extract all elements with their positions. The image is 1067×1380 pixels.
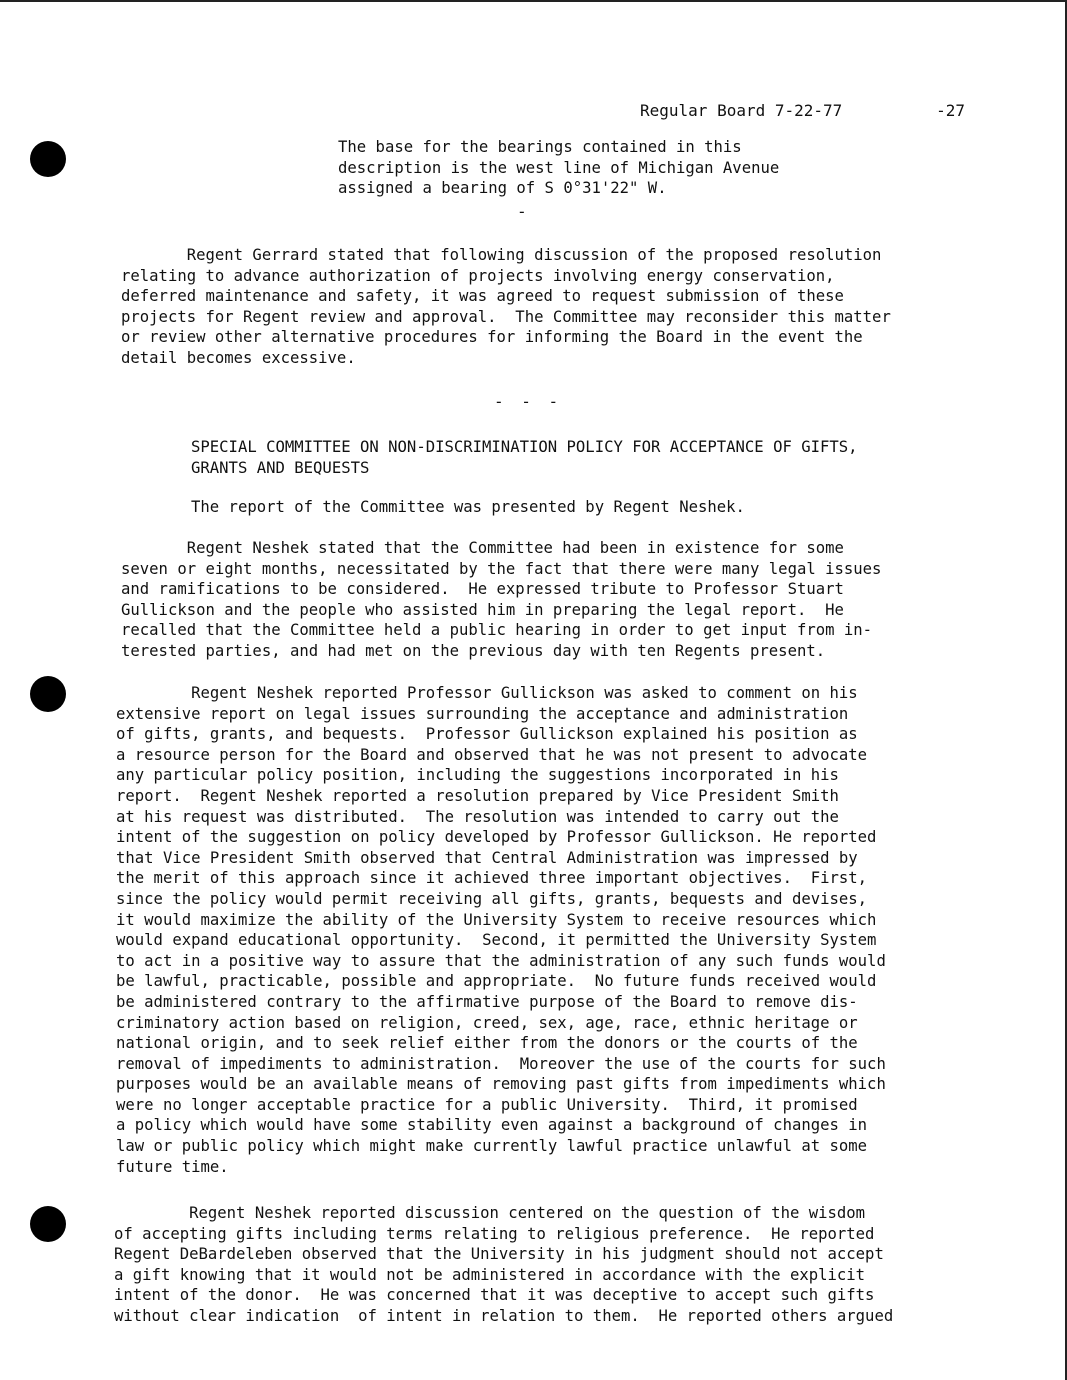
section-heading: SPECIAL COMMITTEE ON NON-DISCRIMINATION POLICY FOR ACCEPTANCE OF GIFTS, GRANTS AND BEQUESTS — [191, 438, 858, 477]
punch-hole-bottom — [30, 1206, 66, 1242]
neshek-paragraph-1: Regent Neshek stated that the Committee had been in existence for some seven or eight months, necessitated by the fact that there were many legal issues and ramifications to be considered. He expressed tribute to Professor Stuart Gullickson and the people who assisted him in preparing the legal report. He recalled that the Committee held a public hearing in order to get input from in- terested parties, and had met on the previous day with ten Regents present. — [121, 539, 882, 660]
page-top-border — [0, 0, 1067, 2]
bearing-description: The base for the bearings contained in this description is the west line of Michigan Avenue assigned a bearing of S 0°31'22" W. — [338, 138, 780, 198]
gerrard-paragraph: Regent Gerrard stated that following discussion of the proposed resolution relating to advance authorization of projects involving energy conservation, deferred maintenance and safety, it was agreed to request submission of these projects for Regent review and approval. The Committee may reconsider this matter or review other alternative procedures for informing the Board in the event the detail becomes excessive. — [121, 246, 891, 367]
punch-hole-middle — [30, 676, 66, 712]
report-line: The report of the Committee was presented by Regent Neshek. — [191, 498, 745, 516]
page-header — [640, 101, 965, 120]
neshek-paragraph-3: Regent Neshek reported discussion centered on the question of the wisdom of accepting gifts including terms relating to religious preference. He reported Regent DeBardeleben observed that the University in his judgment should not accept a gift knowing that it would not be administered in accordance with the explicit intent of the donor. He was concerned that it was deceptive to accept such gifts without clear indication of intent in relation to them. He reported others argued — [114, 1204, 894, 1325]
section-separator: - - - — [494, 392, 563, 411]
dash-mark: - — [517, 202, 527, 221]
header-title: Regular Board 7-22-77 — [640, 101, 843, 120]
page-number: -27 — [936, 101, 965, 120]
neshek-paragraph-2: Regent Neshek reported Professor Gullickson was asked to comment on his extensive report on legal issues surrounding the acceptance and administration of gifts, grants, and bequests. Professor Gullickson explained his position as a resource person for the Board and observed that he was not present to advocate any particular policy position, including the suggestions incorporated in his report. Regent Neshek reported a resolution prepared by Vice President Smith at his request was distributed. The resolution was intended to carry out the intent of the suggestion on policy developed by Professor Gullickson. He reported that Vice President Smith observed that Central Administration was impressed by the merit of this approach since it achieved three important objectives. First, since the policy would permit receiving all gifts, grants, bequests and devises, it would maximize the ability of the University System to receive resources which would expand educational opportunity. Second, it permitted the University System to act in a positive way to assure that the administration of any such funds would be lawful, practicable, possible and appropriate. No future funds received would be administered contrary to the affirmative purpose of the Board to remove dis- criminatory action based on religion, creed, sex, age, race, ethnic heritage or national origin, and to seek relief either from the donors or the courts of the removal of impediments to administration. Moreover the use of the courts for such purposes would be an available means of removing past gifts from impediments which were no longer acceptable practice for a public University. Third, it promised a policy which would have some stability even against a background of changes in law or public policy which might make currently lawful practice unlawful at some future time. — [116, 684, 886, 1176]
punch-hole-top — [30, 141, 66, 177]
